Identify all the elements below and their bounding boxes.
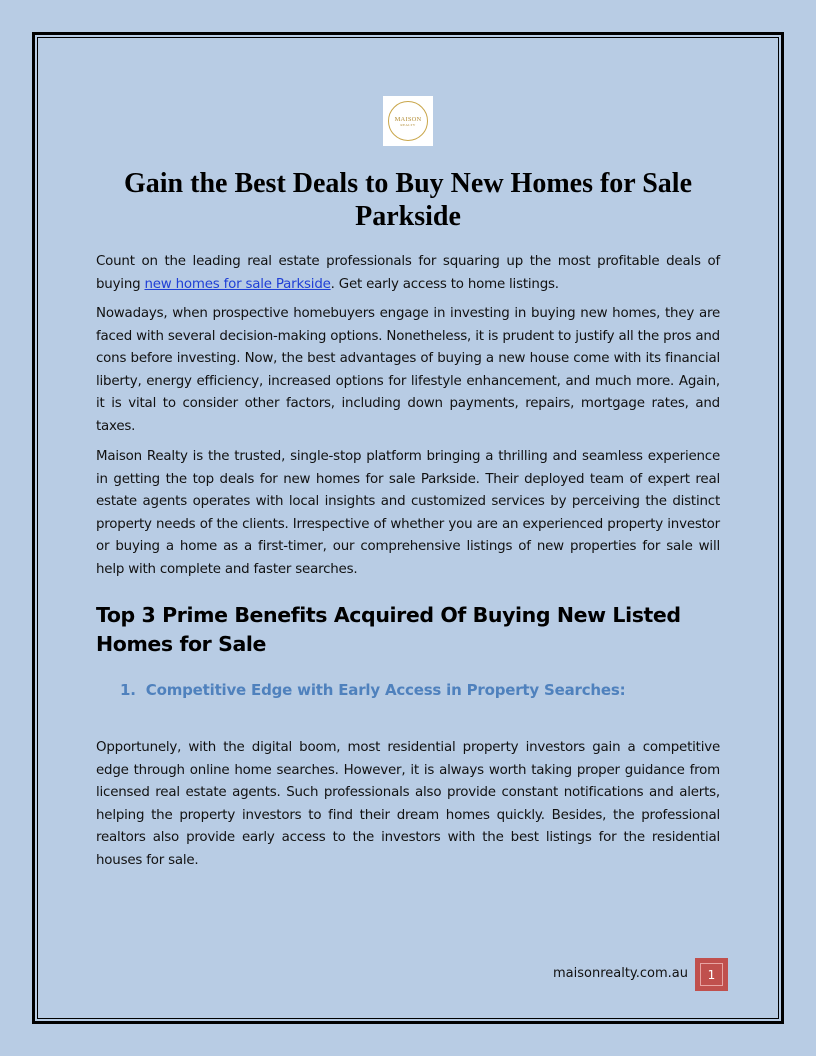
list-item-text: Competitive Edge with Early Access in Property Searches: [145,681,626,699]
footer-website: maisonrealty.com.au [552,966,688,981]
document-title: Gain the Best Deals to Buy New Homes for Sale Parkside [124,168,692,232]
logo-tagline: REALTY [400,122,416,127]
logo-name: MAISON [394,115,422,123]
intro-text-after-link: . Get early access to home listings. [330,276,559,292]
paragraph-homebuyers: Nowadays, when prospective homebuyers engage in investing in buying new homes, they are faced with several decision-making options. Nonetheless, it is prudent to justify all the pros and cons before investing. Now, the best advantages of buying a new house come with its financial liberty, energy efficiency, increased options for lifestyle enhancement, and much more. Again, it is vital to consider other factors, including down payments, repairs, mortgage rates, and taxes. [96,306,720,434]
maison-realty-logo [383,96,433,146]
section-heading-benefits: Top 3 Prime Benefits Acquired Of Buying New Listed Homes for Sale [96,603,681,656]
page-number-badge [695,958,728,991]
paragraph-maison-realty: Maison Realty is the trusted, single-stop platform bringing a thrilling and seamless experience in getting the top deals for new homes for sale Parkside. Their deployed team of expert real estate agents operates with local insights and customized services by perceiving the distinct property needs of the clients. Irrespective of whether you are an experienced property investor or buying a home as a first-timer, our comprehensive listings of new properties for sale will help with complete and faster searches. [96,449,720,577]
page-number: 1 [700,963,723,986]
intro-text-before-link: Count on the leading real estate professionals for squaring up the most profitable deals of buying [96,254,720,292]
intro-paragraph [96,251,720,296]
new-homes-parkside-link[interactable]: new homes for sale Parkside [144,276,331,292]
logo-emblem [388,101,428,141]
list-item-1-heading [120,680,625,700]
paragraph-competitive-edge: Opportunely, with the digital boom, most residential property investors gain a competitive edge through online home searches. However, it is always worth taking proper guidance from licensed real estate agents. Such professionals also provide constant notifications and alerts, helping the property investors to find their dream homes quickly. Besides, the professional realtors also provide early access to the investors with the best listings for the residential houses for sale. [96,740,720,868]
list-item-number: 1. [120,681,136,699]
